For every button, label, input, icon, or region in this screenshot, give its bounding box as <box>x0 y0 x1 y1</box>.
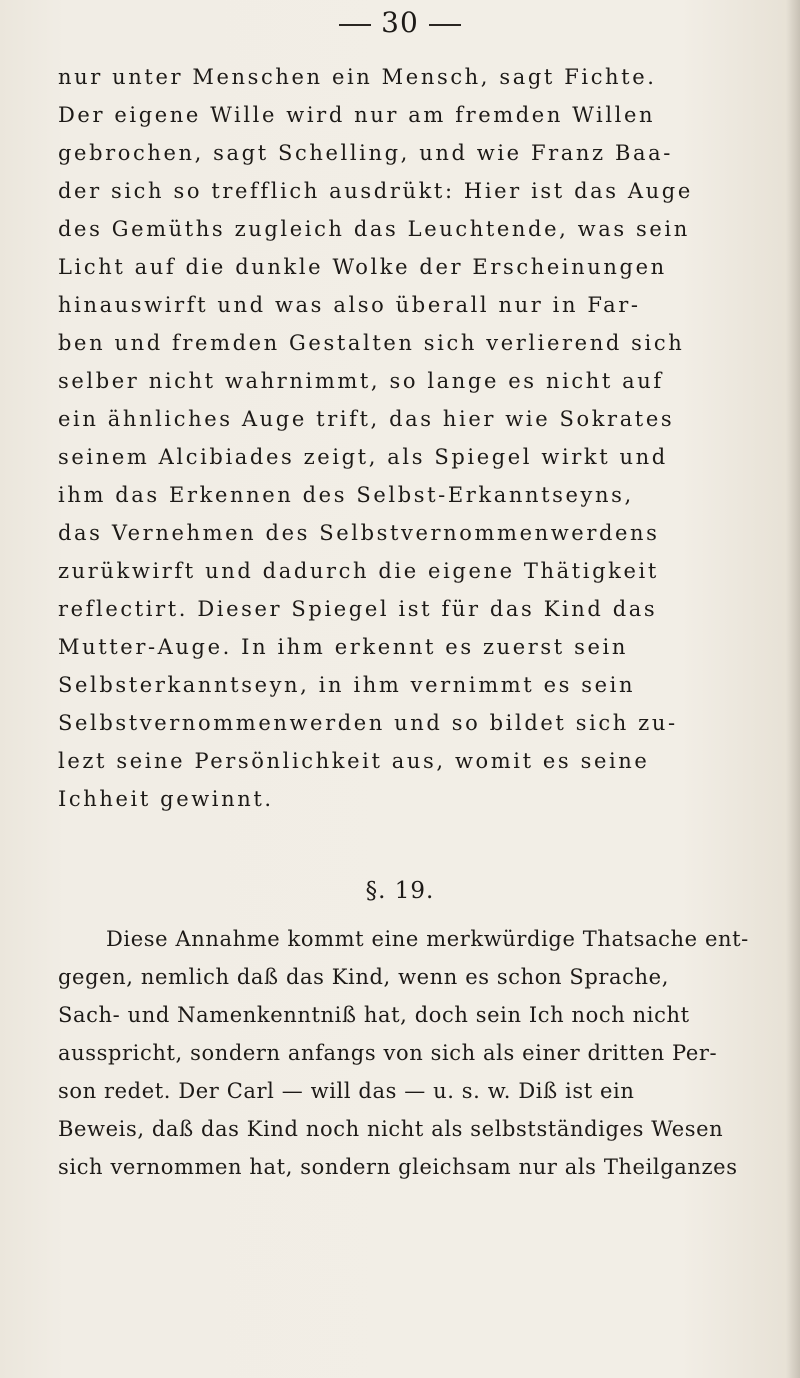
text-line: ihm das Erkennen des Selbst-Erkanntseyns, <box>58 483 634 507</box>
section-heading: §. 19. <box>365 878 435 904</box>
text-line: zurükwirft und dadurch die eigene Thätigkeit <box>58 559 659 583</box>
text-line: Mutter-Auge. In ihm erkennt es zuerst sein <box>58 635 628 659</box>
text-line: ein ähnliches Auge trift, das hier wie Sokrates <box>58 407 675 431</box>
text-line: Diese Annahme kommt eine merkwürdige Thatsache ent- <box>106 927 749 951</box>
text-line: seinem Alcibiades zeigt, als Spiegel wirkt und <box>58 445 668 469</box>
text-line: gegen, nemlich daß das Kind, wenn es schon Sprache, <box>58 965 669 989</box>
page-number <box>0 6 800 39</box>
page-number-dash-left <box>339 24 371 26</box>
text-line: reflectirt. Dieser Spiegel ist für das Kind das <box>58 597 658 621</box>
text-line: Selbsterkanntseyn, in ihm vernimmt es sein <box>58 673 636 697</box>
text-line: der sich so trefflich ausdrükt: Hier ist das Auge <box>58 179 693 203</box>
page-number-value: 30 <box>381 6 419 39</box>
page-number-dash-right <box>429 24 461 26</box>
text-line: Der eigene Wille wird nur am fremden Willen <box>58 103 656 127</box>
text-line: son redet. Der Carl — will das — u. s. w. Diß ist ein <box>58 1079 635 1103</box>
text-line: nur unter Menschen ein Mensch, sagt Fichte. <box>58 65 657 89</box>
text-line: sich vernommen hat, sondern gleichsam nur als Theilganzes <box>58 1155 738 1179</box>
text-line: Beweis, daß das Kind noch nicht als selbstständiges Wesen <box>58 1117 724 1141</box>
text-line: Ichheit gewinnt. <box>58 787 274 811</box>
text-line: ben und fremden Gestalten sich verlierend sich <box>58 331 685 355</box>
text-line: hinauswirft und was also überall nur in Far- <box>58 293 641 317</box>
text-line: des Gemüths zugleich das Leuchtende, was sein <box>58 217 690 241</box>
text-line: ausspricht, sondern anfangs von sich als einer dritten Per- <box>58 1041 718 1065</box>
page-edge-shadow <box>786 0 800 1378</box>
text-line: gebrochen, sagt Schelling, und wie Franz Baa- <box>58 141 673 165</box>
paragraph-1 <box>58 58 770 818</box>
text-line: Licht auf die dunkle Wolke der Erscheinungen <box>58 255 667 279</box>
text-line: selber nicht wahrnimmt, so lange es nicht auf <box>58 369 664 393</box>
paragraph-2 <box>58 920 770 1186</box>
text-line: Selbstvernommenwerden und so bildet sich zu- <box>58 711 678 735</box>
text-line: das Vernehmen des Selbstvernommenwerdens <box>58 521 660 545</box>
text-line: Sach- und Namenkenntniß hat, doch sein Ich noch nicht <box>58 1003 690 1027</box>
text-line: lezt seine Persönlichkeit aus, womit es seine <box>58 749 650 773</box>
